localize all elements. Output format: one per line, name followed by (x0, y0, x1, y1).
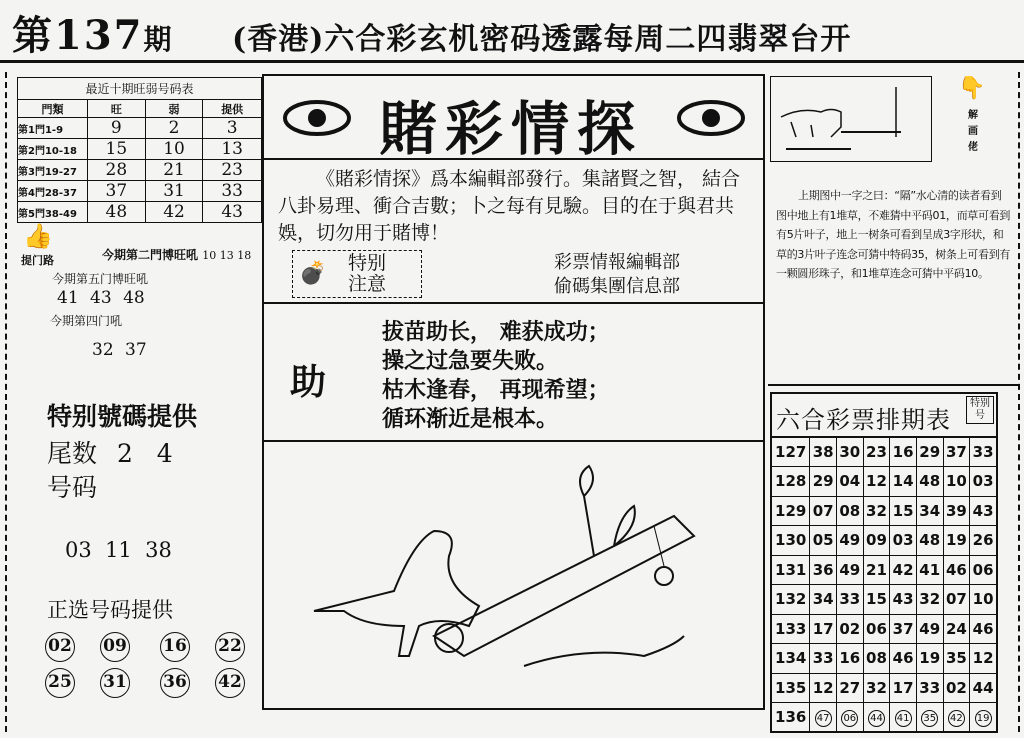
drawn-number: 49 (837, 526, 864, 556)
drawn-number: 33 (810, 644, 837, 674)
bomb-icon: 💣 (299, 261, 327, 286)
drawn-ball: 44 (868, 710, 885, 727)
issue-number: 132 (771, 585, 810, 615)
masthead (264, 76, 763, 163)
drawn-number: 26 (970, 526, 997, 556)
drawn-number: 48 (916, 467, 943, 497)
drawn-number: 07 (810, 496, 837, 526)
issue-number: 128 (771, 467, 810, 497)
drawn-number: 08 (863, 644, 890, 674)
table-cell: 33 (203, 181, 262, 202)
drawn-number: 17 (810, 614, 837, 644)
drawn-number: 12 (863, 467, 890, 497)
drawn-number: 43 (970, 496, 997, 526)
drawn-number: 05 (810, 526, 837, 556)
table-cell: 23 (203, 160, 262, 181)
last-issue-picture (770, 76, 932, 162)
recent-hot-cold-table (17, 77, 262, 223)
column-header: 旺 (88, 100, 146, 118)
drawn-number: 49 (916, 614, 943, 644)
eye-icon (676, 98, 746, 138)
table-cell: 3 (203, 118, 262, 139)
drawn-number: 46 (890, 644, 917, 674)
drawn-number: 17 (890, 673, 917, 703)
table-cell: 37 (88, 181, 146, 202)
table-row (18, 160, 262, 181)
main-column (262, 74, 765, 710)
schedule-row-latest (771, 703, 997, 733)
left-column (5, 72, 260, 732)
schedule-row (771, 496, 997, 526)
issue-number: 135 (771, 673, 810, 703)
main-pick-numbers (45, 632, 255, 704)
drawn-number: 10 (943, 467, 970, 497)
drawn-number: 43 (890, 585, 917, 615)
table-cell: 10 (145, 139, 203, 160)
drawn-number: 46 (943, 555, 970, 585)
drawn-number: 36 (810, 555, 837, 585)
pick-ball: 36 (160, 668, 190, 698)
drawn-number: 24 (943, 614, 970, 644)
drawn-number: 44 (970, 673, 997, 703)
schedule-row (771, 614, 997, 644)
drawn-number: 09 (863, 526, 890, 556)
signature-1: 彩票情報編輯部 (554, 252, 680, 273)
pointing-hand-icon: 👇 (958, 76, 986, 101)
drawn-number: 27 (837, 673, 864, 703)
drawn-number: 48 (916, 526, 943, 556)
drawn-number: 23 (863, 437, 890, 467)
issue-number: 130 (771, 526, 810, 556)
cow-fence-illustration (771, 77, 931, 161)
special-numbers: 03 11 38 (65, 538, 172, 562)
tip-label: 提门路 (21, 254, 54, 267)
table-cell: 第2門10-18 (18, 139, 88, 160)
drawn-number: 16 (837, 644, 864, 674)
table-cell: 43 (203, 202, 262, 223)
schedule-row (771, 467, 997, 497)
tip-line-2: 今期第五门博旺吼 (52, 272, 149, 286)
table-row (18, 202, 262, 223)
pick-ball: 42 (215, 668, 245, 698)
schedule-title: 六合彩票排期表 (776, 406, 951, 434)
table-cell: 31 (145, 181, 203, 202)
eye-icon (282, 98, 352, 138)
drawn-number: 37 (943, 437, 970, 467)
drawn-number: 06 (970, 555, 997, 585)
tip-line-1: 今期第二門博旺吼 10 13 18 (102, 248, 252, 262)
header (0, 0, 1024, 62)
poem-key-char: 助 (290, 362, 327, 403)
drawn-ball: 47 (815, 710, 832, 727)
drawn-number: 16 (890, 437, 917, 467)
pick-ball: 09 (100, 632, 130, 662)
drawn-number: 37 (890, 614, 917, 644)
table-cell: 第3門19-27 (18, 160, 88, 181)
drawn-number: 15 (863, 585, 890, 615)
masthead-title: 賭彩情探 (379, 95, 644, 163)
table-cell: 第5門38-49 (18, 202, 88, 223)
schedule-row (771, 644, 997, 674)
issue-number: 129 (771, 496, 810, 526)
drawn-ball: 06 (841, 710, 858, 727)
drawn-number: 07 (943, 585, 970, 615)
table-cell: 2 (145, 118, 203, 139)
column-header: 提供 (203, 100, 262, 118)
notice-box (292, 250, 422, 298)
pick-ball: 16 (160, 632, 190, 662)
table-cell: 15 (88, 139, 146, 160)
drawn-number: 46 (970, 614, 997, 644)
main-pick-title: 正选号码提供 (47, 598, 173, 622)
drawn-number: 35 (943, 644, 970, 674)
drawn-number: 34 (810, 585, 837, 615)
drawn-number: 39 (943, 496, 970, 526)
schedule-header (770, 392, 998, 436)
drawn-number: 29 (810, 467, 837, 497)
special-title: 特别號碼提供 (47, 402, 198, 431)
issue-number: 第137期 (12, 12, 174, 59)
drawn-number: 32 (863, 673, 890, 703)
drawn-number: 03 (890, 526, 917, 556)
table-cell: 第4門28-37 (18, 181, 88, 202)
header-rule (0, 60, 1024, 63)
thumbs-up-icon: 👍 (23, 222, 53, 250)
table-caption: 最近十期旺弱号码表 (17, 77, 262, 99)
issue-number: 136 (771, 703, 810, 733)
issue-number: 134 (771, 644, 810, 674)
pick-ball: 22 (215, 632, 245, 662)
drawn-number: 02 (943, 673, 970, 703)
drawn-number: 34 (916, 496, 943, 526)
schedule-row (771, 585, 997, 615)
tail-row: 尾数 2 4 (47, 439, 173, 468)
notice-text: 特别 注意 (348, 252, 387, 295)
drawn-ball: 35 (921, 710, 938, 727)
drawn-number: 12 (970, 644, 997, 674)
drawn-number: 19 (916, 644, 943, 674)
signature-2: 偷碼集團信息部 (554, 276, 680, 297)
drawn-number: 19 (943, 526, 970, 556)
table-cell: 48 (88, 202, 146, 223)
right-column (768, 72, 1020, 732)
drawn-number: 21 (863, 555, 890, 585)
drawn-number: 42 (890, 555, 917, 585)
issue-number: 133 (771, 614, 810, 644)
column-header: 門類 (18, 100, 88, 118)
drawn-number: 03 (970, 467, 997, 497)
poem-lines: 拔苗助长， 难获成功； 操之过急要失败。 枯木逢春， 再现希望； 循环渐近是根本。 (382, 320, 610, 432)
drawn-number: 14 (890, 467, 917, 497)
table-cell: 42 (145, 202, 203, 223)
drawn-number: 15 (890, 496, 917, 526)
divider (768, 384, 1018, 386)
drawn-number: 30 (837, 437, 864, 467)
pick-ball: 02 (45, 632, 75, 662)
drawn-number: 41 (916, 555, 943, 585)
schedule-row (771, 673, 997, 703)
tip-line-2-numbers: 41 43 48 (57, 288, 145, 308)
drawn-number: 38 (810, 437, 837, 467)
drawn-ball: 42 (948, 710, 965, 727)
issue-number: 131 (771, 555, 810, 585)
special-number-label: 特别号 (966, 396, 994, 424)
number-label: 号码 (47, 473, 98, 502)
drawn-number: 06 (863, 614, 890, 644)
table-cell: 第1門1-9 (18, 118, 88, 139)
drawn-number: 33 (837, 585, 864, 615)
pick-ball: 25 (45, 668, 75, 698)
drawn-number: 02 (837, 614, 864, 644)
drawn-ball: 19 (975, 710, 992, 727)
drawn-number: 29 (916, 437, 943, 467)
table-cell: 21 (145, 160, 203, 181)
tip-line-3: 今期第四门吼 (50, 314, 123, 328)
drawn-ball: 41 (895, 710, 912, 727)
headline: (香港)六合彩玄机密码透露每周二四翡翠台开 (232, 22, 852, 57)
table-row (18, 118, 262, 139)
table-row (18, 139, 262, 160)
schedule-row (771, 555, 997, 585)
drawn-number: 04 (837, 467, 864, 497)
table-row (18, 181, 262, 202)
drawn-number: 32 (916, 585, 943, 615)
drawn-number: 33 (970, 437, 997, 467)
schedule-row (771, 526, 997, 556)
drawn-number: 32 (863, 496, 890, 526)
drawn-number: 10 (970, 585, 997, 615)
tip-line-3-numbers: 32 37 (92, 340, 147, 360)
drawn-number: 49 (837, 555, 864, 585)
table-cell: 28 (88, 160, 146, 181)
drawn-number: 08 (837, 496, 864, 526)
intro-text: 《賭彩情探》爲本編輯部發行。集諸賢之智， 結合八卦易理、衝合吉數；卜之每有見驗。目的在于與君共娛，切勿用于賭博！ (278, 168, 741, 244)
pick-ball: 31 (100, 668, 130, 698)
poem-box (264, 302, 763, 442)
picture-hint-label: 解画佬 (968, 110, 978, 153)
issue-number: 127 (771, 437, 810, 467)
table-cell: 9 (88, 118, 146, 139)
riddle-illustration (294, 456, 734, 706)
column-header: 弱 (145, 100, 203, 118)
draw-schedule-table (770, 436, 998, 733)
picture-hint-text: 上期图中一字之曰：“隔”水心清的读者看到图中地上有1堆草，不难猜中平码01，而草可看到有5片叶子，地上一树条可看到呈成3字形状，和草的3片叶子连念可猜中特码35，树条上可看到有一颗圆形珠子，和1堆草连念可猜中平码10。 (776, 189, 1011, 280)
schedule-row (771, 437, 997, 467)
table-cell: 13 (203, 139, 262, 160)
drawn-number: 33 (916, 673, 943, 703)
drawn-number: 12 (810, 673, 837, 703)
